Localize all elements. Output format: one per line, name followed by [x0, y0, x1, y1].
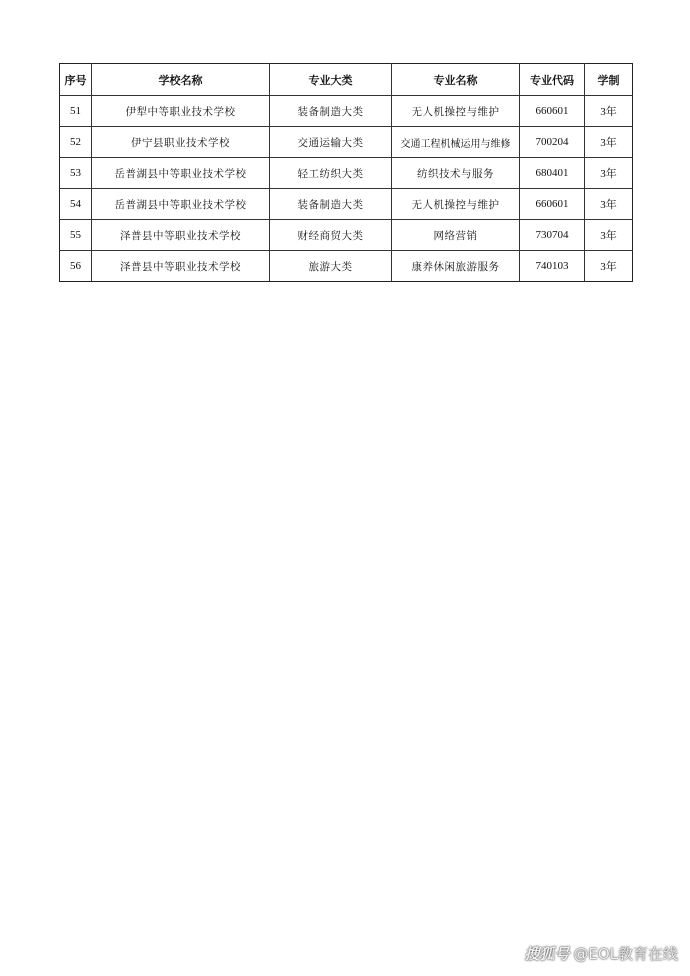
watermark-brand: 搜狐号: [524, 945, 570, 963]
cell-duration: 3年: [585, 220, 633, 251]
cell-school-name: 岳普湖县中等职业技术学校: [92, 189, 270, 220]
cell-major-category: 旅游大类: [270, 251, 392, 282]
cell-major-category: 轻工纺织大类: [270, 158, 392, 189]
cell-major-name: 无人机操控与维护: [392, 96, 520, 127]
cell-major-name: 网络营销: [392, 220, 520, 251]
table-row: [60, 189, 633, 220]
header-index: 序号: [60, 64, 92, 96]
cell-duration: 3年: [585, 96, 633, 127]
watermark-handle: @EOL教育在线: [573, 945, 678, 963]
cell-major-code: 740103: [520, 251, 585, 282]
table-row: [60, 96, 633, 127]
cell-duration: 3年: [585, 189, 633, 220]
header-school-name: 学校名称: [92, 64, 270, 96]
cell-major-code: 700204: [520, 127, 585, 158]
header-major-name: 专业名称: [392, 64, 520, 96]
cell-major-category: 装备制造大类: [270, 96, 392, 127]
cell-duration: 3年: [585, 251, 633, 282]
cell-index: 51: [60, 96, 92, 127]
cell-index: 55: [60, 220, 92, 251]
cell-index: 54: [60, 189, 92, 220]
table-row: [60, 158, 633, 189]
cell-school-name: 泽普县中等职业技术学校: [92, 251, 270, 282]
header-major-code: 专业代码: [520, 64, 585, 96]
cell-major-code: 660601: [520, 189, 585, 220]
cell-school-name: 岳普湖县中等职业技术学校: [92, 158, 270, 189]
cell-school-name: 泽普县中等职业技术学校: [92, 220, 270, 251]
cell-major-category: 财经商贸大类: [270, 220, 392, 251]
header-duration: 学制: [585, 64, 633, 96]
cell-major-category: 装备制造大类: [270, 189, 392, 220]
cell-major-name: 纺织技术与服务: [392, 158, 520, 189]
table-row: [60, 251, 633, 282]
cell-major-category: 交通运输大类: [270, 127, 392, 158]
cell-duration: 3年: [585, 127, 633, 158]
table-header-row: [60, 64, 633, 96]
header-major-category: 专业大类: [270, 64, 392, 96]
table-row: [60, 127, 633, 158]
cell-major-name: 康养休闲旅游服务: [392, 251, 520, 282]
cell-school-name: 伊犁中等职业技术学校: [92, 96, 270, 127]
table-row: [60, 220, 633, 251]
cell-index: 52: [60, 127, 92, 158]
cell-duration: 3年: [585, 158, 633, 189]
cell-index: 56: [60, 251, 92, 282]
cell-major-code: 730704: [520, 220, 585, 251]
cell-major-name: 交通工程机械运用与维修: [392, 127, 520, 158]
cell-school-name: 伊宁县职业技术学校: [92, 127, 270, 158]
cell-major-code: 660601: [520, 96, 585, 127]
school-major-table: [59, 63, 633, 282]
cell-major-code: 680401: [520, 158, 585, 189]
cell-major-name: 无人机操控与维护: [392, 189, 520, 220]
cell-index: 53: [60, 158, 92, 189]
watermark: [524, 943, 678, 964]
